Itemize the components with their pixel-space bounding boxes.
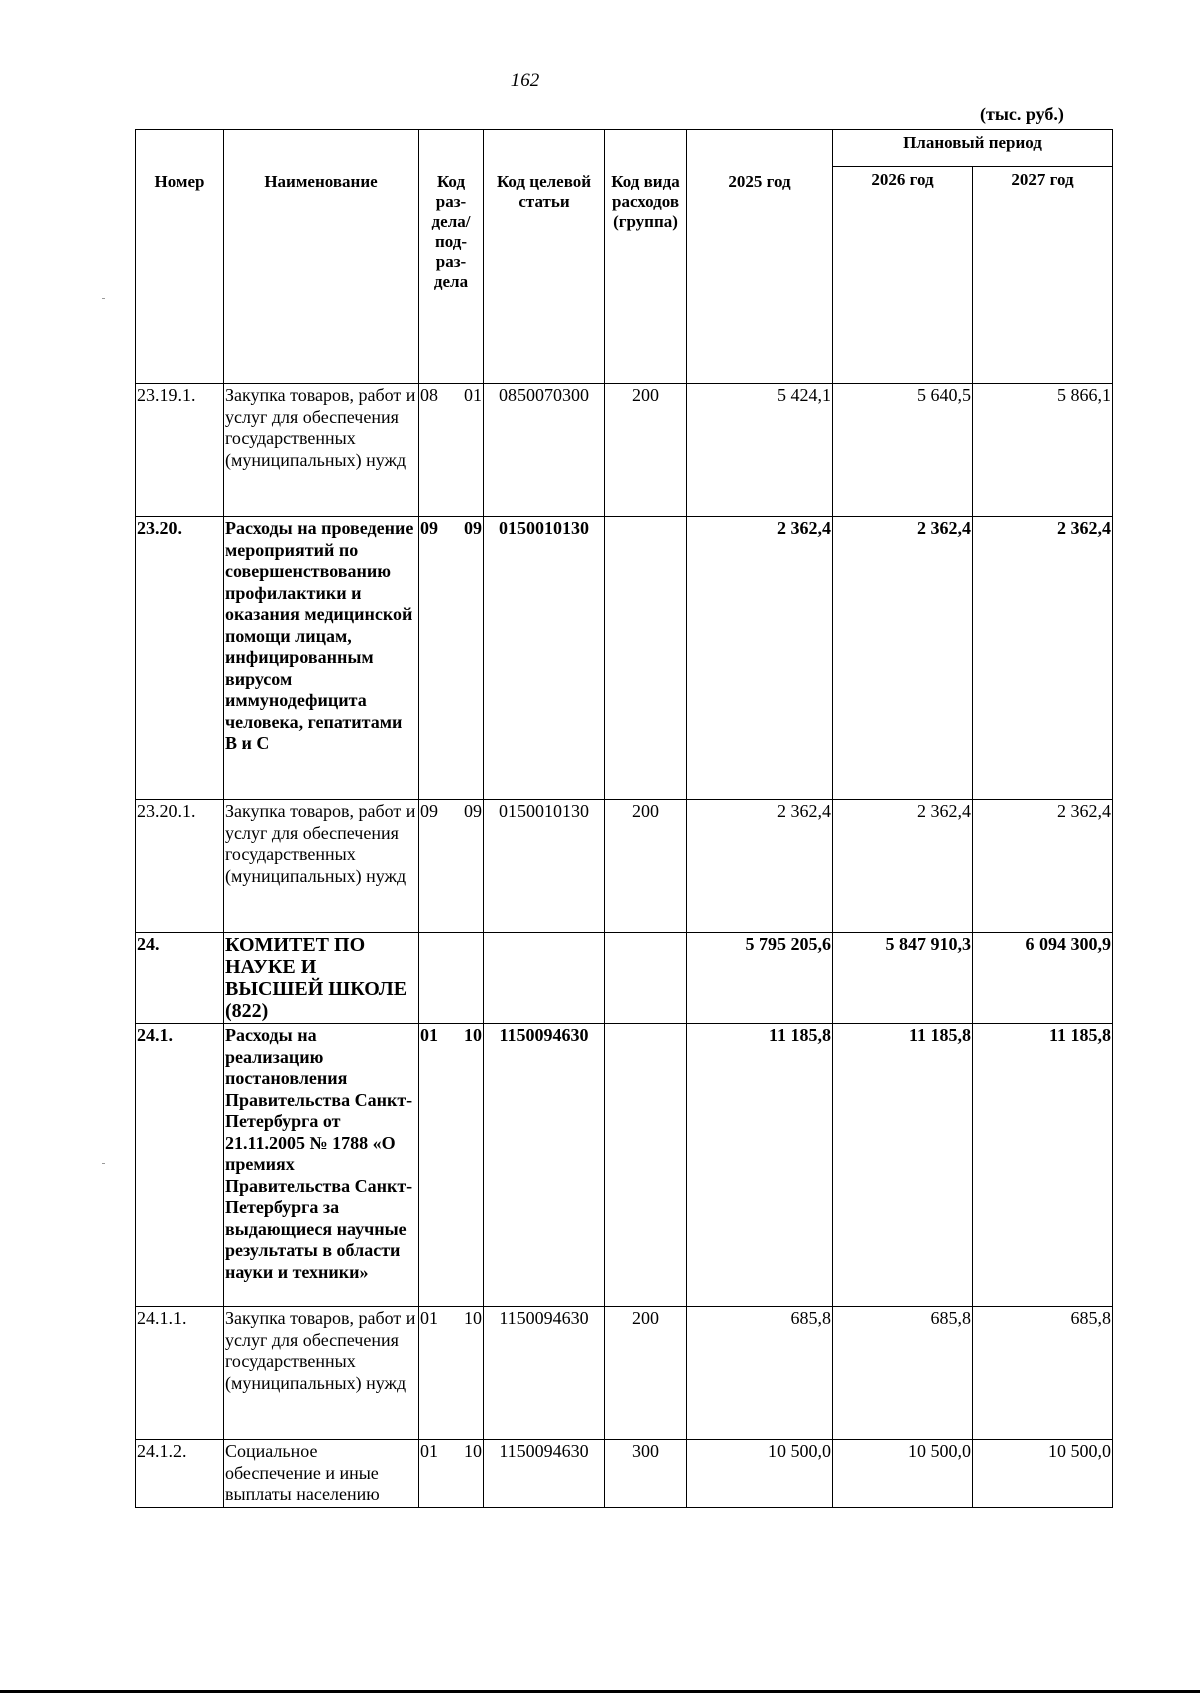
row-number: 23.19.1. (136, 384, 224, 517)
units-label: (тыс. руб.) (980, 104, 1064, 124)
table-row (136, 1440, 1113, 1508)
row-section-code (419, 517, 484, 800)
budget-table (135, 129, 1113, 1508)
header-row-1 (136, 130, 1113, 167)
header-number: Номер (136, 130, 224, 384)
scan-mark (102, 1163, 105, 1164)
table-row (136, 517, 1113, 800)
row-target-code: 0850070300 (484, 384, 605, 517)
row-expense-code: 300 (605, 1440, 687, 1508)
row-target-code (484, 933, 605, 1024)
header-name: Наименование (224, 130, 419, 384)
row-section-code (419, 384, 484, 517)
row-expense-code: 200 (605, 800, 687, 933)
row-value-2026: 2 362,4 (833, 517, 973, 800)
section-code: 01 (420, 1025, 438, 1045)
row-number: 23.20. (136, 517, 224, 800)
row-expense-code (605, 933, 687, 1024)
row-section-code (419, 933, 484, 1024)
row-expense-code (605, 1024, 687, 1307)
row-target-code: 0150010130 (484, 800, 605, 933)
row-name: Расходы на реализацию постановления Правительства Санкт-Петербурга от 21.11.2005 № 1788 «О премиях Правительства Санкт-Петербурга за выдающиеся научные результаты в области науки и техники» (224, 1024, 419, 1307)
row-value-2026: 5 640,5 (833, 384, 973, 517)
header-section: Код раз-дела/ под-раз-дела (419, 130, 484, 384)
table-row (136, 1024, 1113, 1307)
row-number: 24.1.2. (136, 1440, 224, 1508)
section-code: 08 (420, 385, 438, 405)
row-expense-code: 200 (605, 384, 687, 517)
section-code: 01 (420, 1441, 438, 1461)
scan-edge-line (0, 1690, 1200, 1693)
row-value-2026: 11 185,8 (833, 1024, 973, 1307)
header-target: Код целевой статьи (484, 130, 605, 384)
row-number: 24.1. (136, 1024, 224, 1307)
subsection-code: 01 (464, 385, 482, 405)
row-value-2027: 685,8 (973, 1307, 1113, 1440)
subsection-code: 10 (464, 1441, 482, 1461)
table-row (136, 1307, 1113, 1440)
subsection-code: 10 (464, 1308, 482, 1328)
page-number: 162 (510, 70, 540, 91)
row-expense-code: 200 (605, 1307, 687, 1440)
row-name: Расходы на проведение мероприятий по совершенствованию профилактики и оказания медицинской помощи лицам, инфицированным вирусом иммунодефицита человека, гепатитами В и С (224, 517, 419, 800)
row-value-2025: 685,8 (687, 1307, 833, 1440)
header-2025: 2025 год (687, 130, 833, 384)
row-value-2027: 2 362,4 (973, 800, 1113, 933)
header-2026: 2026 год (833, 167, 973, 384)
row-value-2026: 685,8 (833, 1307, 973, 1440)
row-name: КОМИТЕТ ПО НАУКЕ И ВЫСШЕЙ ШКОЛЕ (822) (224, 933, 419, 1024)
row-target-code: 1150094630 (484, 1024, 605, 1307)
row-name: Закупка товаров, работ и услуг для обеспечения государственных (муниципальных) нужд (224, 800, 419, 933)
row-value-2026: 2 362,4 (833, 800, 973, 933)
row-target-code: 0150010130 (484, 517, 605, 800)
header-2027: 2027 год (973, 167, 1113, 384)
row-section-code (419, 1307, 484, 1440)
row-value-2027: 2 362,4 (973, 517, 1113, 800)
row-value-2025: 5 424,1 (687, 384, 833, 517)
row-value-2026: 10 500,0 (833, 1440, 973, 1508)
subsection-code: 10 (464, 1025, 482, 1045)
header-expense: Код вида расходов (группа) (605, 130, 687, 384)
row-value-2027: 10 500,0 (973, 1440, 1113, 1508)
section-code: 09 (420, 801, 438, 821)
row-section-code (419, 800, 484, 933)
row-name: Закупка товаров, работ и услуг для обеспечения государственных (муниципальных) нужд (224, 1307, 419, 1440)
row-value-2025: 10 500,0 (687, 1440, 833, 1508)
row-value-2027: 11 185,8 (973, 1024, 1113, 1307)
row-value-2027: 5 866,1 (973, 384, 1113, 517)
row-target-code: 1150094630 (484, 1307, 605, 1440)
table-row (136, 800, 1113, 933)
section-code: 01 (420, 1308, 438, 1328)
section-code: 09 (420, 518, 438, 538)
row-name: Социальное обеспечение и иные выплаты населению (224, 1440, 419, 1508)
row-expense-code (605, 517, 687, 800)
subsection-code: 09 (464, 518, 482, 538)
row-value-2025: 11 185,8 (687, 1024, 833, 1307)
row-value-2027: 6 094 300,9 (973, 933, 1113, 1024)
row-section-code (419, 1440, 484, 1508)
row-number: 23.20.1. (136, 800, 224, 933)
row-name: Закупка товаров, работ и услуг для обеспечения государственных (муниципальных) нужд (224, 384, 419, 517)
row-value-2025: 2 362,4 (687, 800, 833, 933)
row-value-2025: 2 362,4 (687, 517, 833, 800)
row-number: 24.1.1. (136, 1307, 224, 1440)
table-row (136, 933, 1113, 1024)
row-section-code (419, 1024, 484, 1307)
subsection-code: 09 (464, 801, 482, 821)
row-target-code: 1150094630 (484, 1440, 605, 1508)
table-row (136, 384, 1113, 517)
row-value-2026: 5 847 910,3 (833, 933, 973, 1024)
row-value-2025: 5 795 205,6 (687, 933, 833, 1024)
row-number: 24. (136, 933, 224, 1024)
header-plan-period: Плановый период (833, 130, 1113, 167)
scan-mark (102, 298, 105, 299)
